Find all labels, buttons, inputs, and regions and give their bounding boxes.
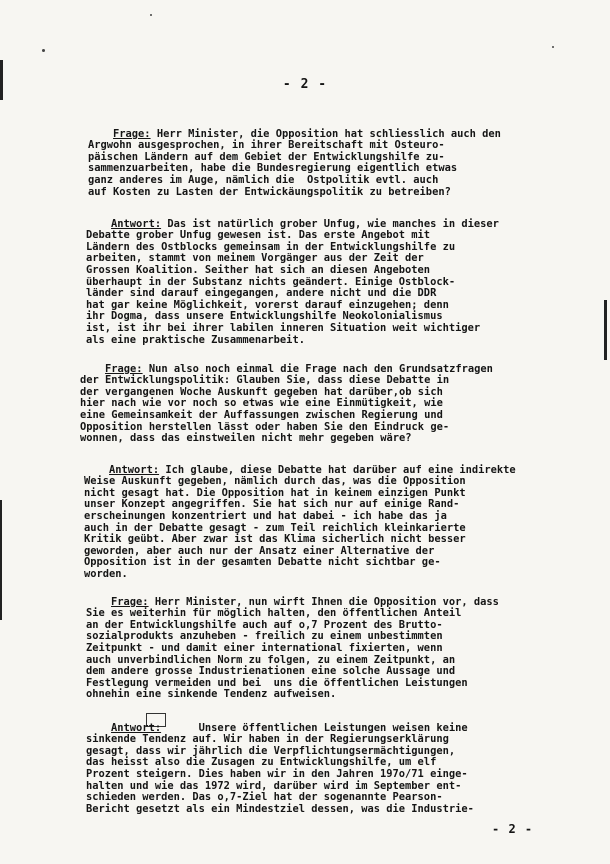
text-line: Sie es weiterhin für möglich halten, den öffentlichen Anteil bbox=[86, 607, 462, 620]
text-line: Argwohn ausgesprochen, in ihrer Bereitschaft mit Osteuro- bbox=[88, 139, 445, 152]
text-line: Opposition ist in der gesamten Debatte nicht sichtbar ge- bbox=[84, 556, 441, 569]
text-line: Ländern des Ostblocks gemeinsam in der Entwicklungshilfe zu bbox=[86, 240, 456, 253]
answer-label: Antwort: bbox=[109, 463, 160, 476]
question-label: Frage: bbox=[113, 127, 151, 140]
text-line: ganz anderes im Auge, nämlich die Ostpolitik evtl. auch bbox=[88, 173, 439, 186]
text-line: das heisst also die Zusagen zu Entwicklungshilfe, um elf bbox=[86, 756, 437, 769]
text-line: schieden werden. Das o,7-Ziel hat der sogenannte Pearson- bbox=[86, 791, 443, 804]
text-line: unser Konzept angegriffen. Sie hat sich nur auf einige Rand- bbox=[84, 498, 460, 511]
text-line: Das ist natürlich grober Unfug, wie manches in dieser bbox=[161, 217, 499, 230]
text-line: hier nach wie vor noch so etwas wie eine Einmütigkeit, wie bbox=[80, 397, 443, 410]
text-line: auch in der Debatte gesagt - zum Teil reichlich kleinkarierte bbox=[84, 521, 466, 534]
text-line: der Entwicklungspolitik: Glauben Sie, dass diese Debatte in bbox=[80, 374, 450, 387]
text-line: Nun also noch einmal die Frage nach den Grundsatzfragen bbox=[142, 362, 493, 375]
text-line: länder sind darauf eingegangen, andere nicht und die DDR bbox=[86, 287, 437, 300]
text-line: nicht gesagt hat. Die Opposition hat in keinem einzigen Punkt bbox=[84, 486, 466, 499]
answer-label: Antwort: bbox=[111, 217, 162, 230]
answer-label: Antwort: bbox=[111, 721, 162, 734]
text-line: wonnen, dass das einstweilen nicht mehr gegeben wäre? bbox=[80, 432, 412, 445]
question-block-1 bbox=[88, 117, 501, 198]
text-line: an der Entwicklungshilfe auch auf o,7 Prozent des Brutto- bbox=[86, 618, 443, 631]
answer-block-1 bbox=[86, 207, 499, 346]
text-line: überhaupt in der Substanz nichts geändert. Einige Ostblock- bbox=[86, 275, 456, 288]
question-block-2 bbox=[80, 352, 493, 445]
text-line: ohnehin eine sinkende Tendenz aufweisen. bbox=[86, 688, 337, 701]
text-line: ist, ist ihr bei ihrer labilen inneren Situation weit wichtiger bbox=[86, 321, 481, 334]
text-line: Debatte grober Unfug gewesen ist. Das erste Angebot mit bbox=[86, 229, 431, 242]
answer-block-3 bbox=[86, 711, 474, 815]
text-line: halten und wie das 1972 wird, darüber wird im September ent- bbox=[86, 779, 462, 792]
text-line: Bericht gesetzt als ein Mindestziel dessen, was die Industrie- bbox=[86, 802, 474, 815]
text-line: Kritik geübt. Aber zwar ist das Klima sicherlich nicht besser bbox=[84, 533, 466, 546]
text-line: geworden, aber auch nur der Ansatz einer Alternative der bbox=[84, 544, 435, 557]
text-line: Ich glaube, diese Debatte hat darüber auf eine indirekte bbox=[159, 463, 516, 476]
text-line: als eine praktische Zusammenarbeit. bbox=[86, 333, 305, 346]
text-line: gesagt, dass wir jährlich die Verpflichtungsermächtigungen, bbox=[86, 744, 456, 757]
text-line: sozialprodukts anzuheben - freilich zu einem unbestimmten bbox=[86, 630, 443, 643]
text-line: Herr Minister, nun wirft Ihnen die Opposition vor, dass bbox=[148, 595, 499, 608]
text-line: hat gar keine Möglichkeit, vorerst darauf einzugehen; denn bbox=[86, 298, 449, 311]
scan-speck bbox=[42, 49, 45, 52]
text-line: eine Gemeinsamkeit der Auffassungen zwischen Regierung und bbox=[80, 408, 443, 421]
scan-speck bbox=[552, 46, 554, 48]
text-line: auf Kosten zu Lasten der Entwickäungspolitik zu betreiben? bbox=[88, 185, 451, 198]
text-line: Unsere öffentlichen Leistungen weisen keine bbox=[161, 721, 468, 734]
text-line: sammenzuarbeiten, habe die Bundesregierung eigentlich etwas bbox=[88, 162, 458, 175]
scan-speck bbox=[150, 14, 152, 16]
scan-edge-mark bbox=[604, 300, 607, 360]
text-line: Prozent steigern. Dies haben wir in den Jahren 197o/71 einge- bbox=[86, 767, 468, 780]
scan-edge-mark bbox=[0, 500, 2, 620]
text-line: dem andere grosse Industrienationen eine solche Aussage und bbox=[86, 665, 456, 678]
text-line: arbeiten, stammt von meinem Vorgänger aus der Zeit der bbox=[86, 252, 424, 265]
text-line: ihr Dogma, dass unsere Entwicklungshilfe Neokolonialismus bbox=[86, 310, 443, 323]
question-block-3 bbox=[86, 585, 499, 701]
page-number-bottom: - 2 - bbox=[492, 822, 534, 836]
question-label: Frage: bbox=[111, 595, 149, 608]
text-line: Herr Minister, die Opposition hat schliesslich auch den bbox=[150, 127, 501, 140]
answer-block-2 bbox=[84, 453, 516, 581]
text-line: worden. bbox=[84, 567, 128, 580]
text-line: päischen Ländern auf dem Gebiet der Entwicklungshilfe zu- bbox=[88, 150, 445, 163]
text-line: Zeitpunkt - und damit einer international fixierten, wenn bbox=[86, 641, 443, 654]
text-line: der vergangenen Woche Auskunft gegeben hat darüber,ob sich bbox=[80, 385, 443, 398]
text-line: Weise Auskunft gegeben, nämlich durch das, was die Opposition bbox=[84, 475, 466, 488]
text-line: auch unverbindlichen Norm zu folgen, zu einem Zeitpunkt, an bbox=[86, 653, 456, 666]
text-line: Opposition herstellen lässt oder haben Sie den Eindruck ge- bbox=[80, 420, 450, 433]
question-label: Frage: bbox=[105, 362, 143, 375]
text-line: Festlegung vermeiden und bei uns die öffentlichen Leistungen bbox=[86, 676, 468, 689]
page-number-top: - 2 - bbox=[282, 77, 328, 92]
text-line: Grossen Koalition. Seither hat sich an diesen Angeboten bbox=[86, 263, 431, 276]
text-line: sinkende Tendenz auf. Wir haben in der Regierungserklärung bbox=[86, 733, 449, 746]
text-line: erscheinungen konzentriert und hat dabei - ich habe das ja bbox=[84, 509, 447, 522]
